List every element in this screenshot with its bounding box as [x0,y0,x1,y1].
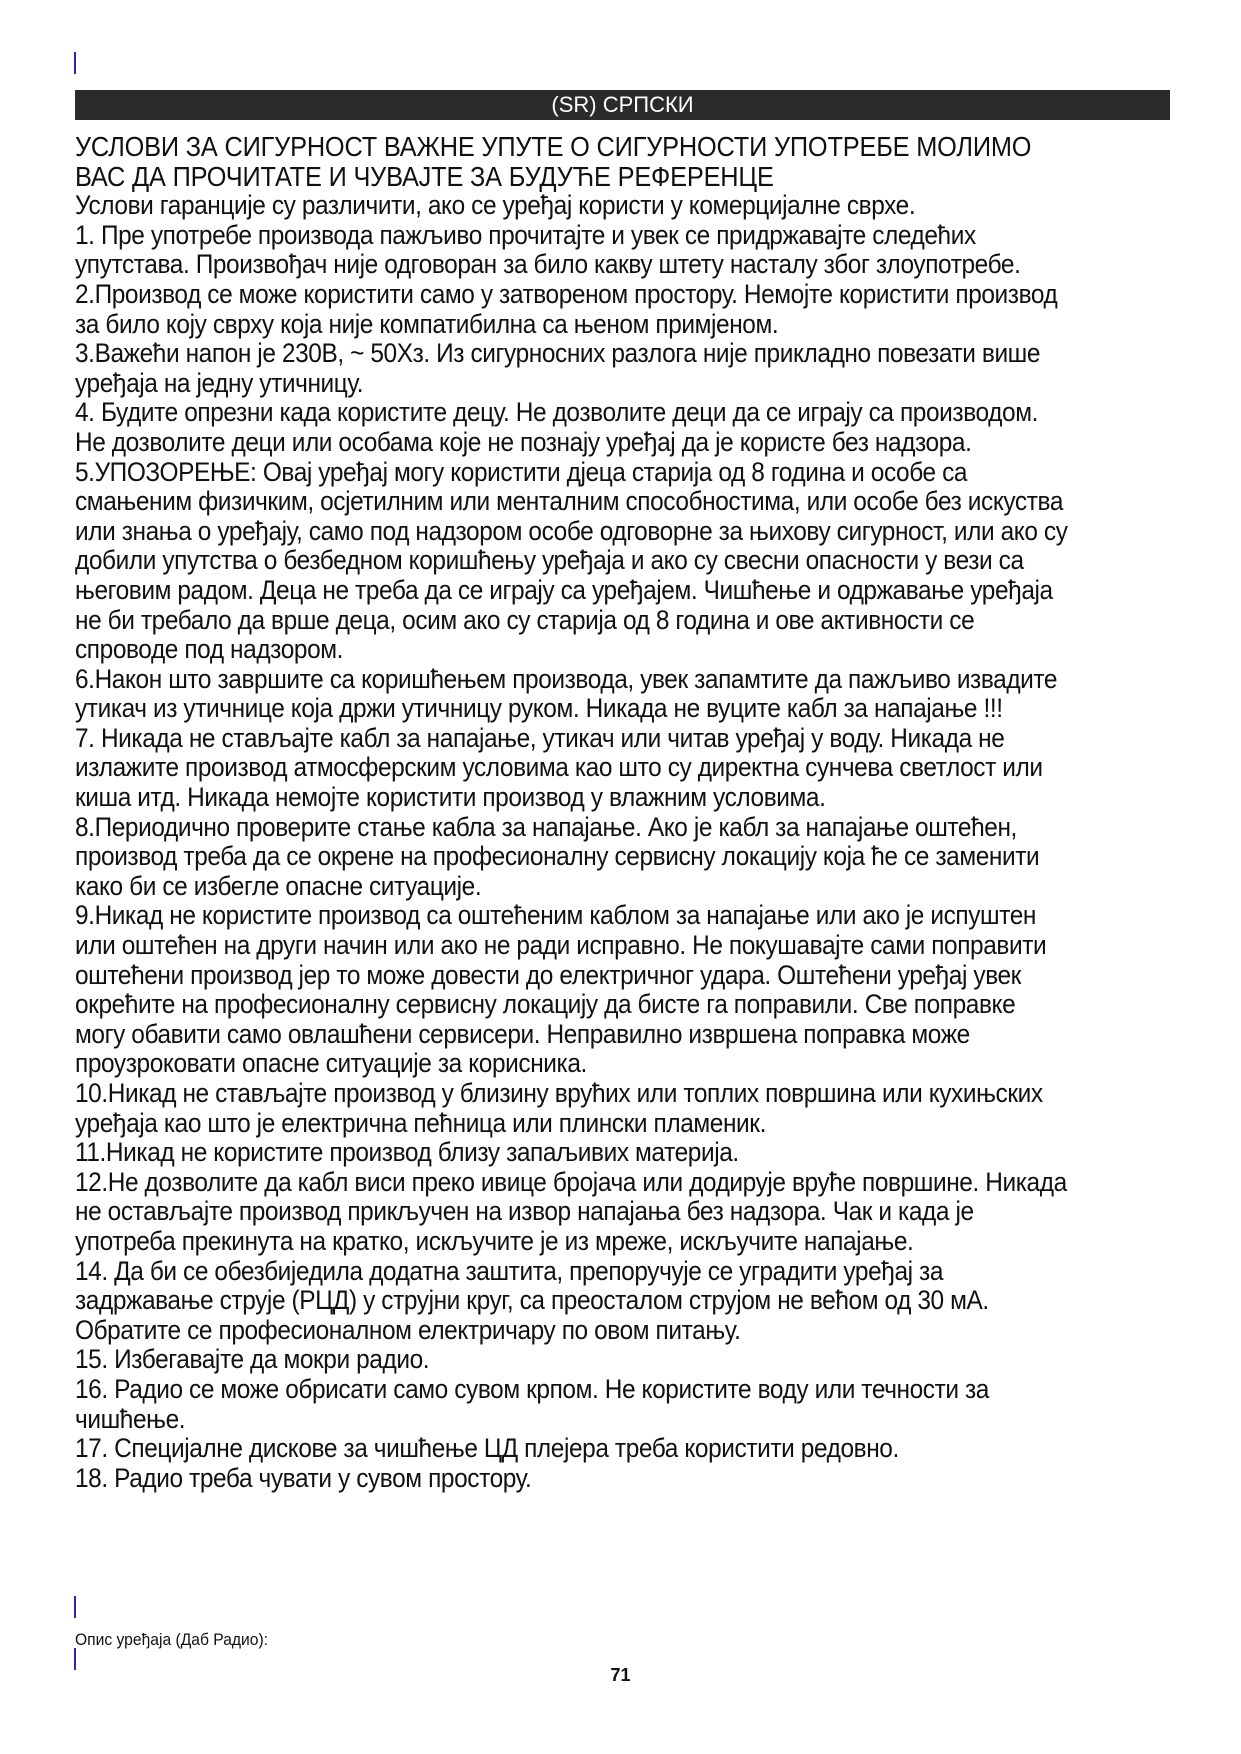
safety-item: 4. Будите опрезни када користите децу. Не дозволите деци да се играју са производом. Не дозволите деци или особама које не познају уређај да је користе без надзора. [75,397,1038,457]
safety-item: 18. Радио треба чувати у сувом простору. [75,1462,532,1493]
safety-text-body [75,132,1071,1493]
safety-item: 5.УПОЗОРЕЊЕ: Овај уређај могу користити дјеца старија од 8 година и особе са смањеним физичким, осјетилним или менталним способностима, или особе без искуства или знања о уређају, само под надзором особе одговорне за њихову сигурност, или ако су добили упутства о безбедном коришћењу уређаја и ако су свесни опасности у вези са његовим радом. Деца не треба да се играју са уређајем. Чишћење и одржавање уређаја не би требало да врше деца, осим ако су старија од 8 година и ове активности се спроводе под надзором. [75,456,1068,665]
safety-item: 15. Избегавајте да мокри радио. [75,1344,430,1375]
safety-item: 11.Никад не користите производ близу запаљивих материја. [75,1137,739,1168]
safety-item: 16. Радио се може обрисати само сувом крпом. Не користите воду или течности за чишћење. [75,1373,989,1434]
safety-item: 7. Никада не стављајте кабл за напајање, утикач или читав уређај у воду. Никада не излажите производ атмосферским условима као што су директна сунчева светлост или киша итд. Никада немојте користити производ у влажним условима. [75,722,1043,813]
warranty-intro: Услови гаранције су различити, ако се уређај користи у комерцијалне сврхе. [75,190,916,221]
safety-heading: УСЛОВИ ЗА СИГУРНОСТ ВАЖНЕ УПУТЕ О СИГУРНОСТИ УПОТРЕБЕ МОЛИМО ВАС ДА ПРОЧИТАТЕ И ЧУВАЈТЕ ЗА БУДУЋЕ РЕФЕРЕНЦЕ [75,131,1032,192]
safety-item: 14. Да би се обезбиједила додатна заштита, препоручује се уградити уређај за задржавање струје (РЦД) у струјни круг, са преосталом струјом не већом од 30 мА. Обратите се професионалном електричару по овом питању. [75,1255,989,1345]
safety-item: 3.Важећи напон је 230В, ~ 50Хз. Из сигурносних разлога није прикладно повезати више уређаја на једну утичницу. [75,338,1041,398]
margin-mark [74,52,76,74]
safety-item: 1. Пре употребе производа пажљиво прочитајте и увек се придржавајте следећих упутстава. Произвођач није одговоран за било какву штету насталу због злоупотребе. [75,219,1021,280]
page-number: 71 [610,1665,631,1685]
margin-mark [74,1596,76,1618]
safety-item: 12.Не дозволите да кабл виси преко ивице бројача или додирује вруће површине. Никада не остављајте производ прикључен на извор напајања без надзора. Чак и када је употреба прекинута на кратко, искључите је из мреже, искључите напајање. [75,1166,1067,1256]
safety-item: 8.Периодично проверите стање кабла за напајање. Ако је кабл за напајање оштећен, производ треба да се окрене на професионалну сервисну локацију која ће се заменити како би се избегле опасне ситуације. [75,811,1040,901]
safety-item: 17. Специјалне дискове за чишћење ЦД плејера треба користити редовно. [75,1433,899,1464]
safety-item: 9.Никад не користите производ са оштећеним каблом за напајање или ако је испуштен или оштећен на други начин или ако не ради исправно. Не покушавајте сами поправити оштећени производ јер то може довести до електричног удара. Оштећени уређај увек окрећите на професионалну сервисну локацију да бисте га поправили. Све поправке могу обавити само овлашћени сервисери. Неправилно извршена поправка може проузроковати опасне ситуације за корисника. [75,900,1047,1079]
device-description-label: Опис уређаја (Даб Радио): [75,1630,269,1649]
safety-item: 2.Производ се може користити само у затвореном простору. Немојте користити производ за било коју сврху која није компатибилна са њеном примјеном. [75,278,1058,339]
language-banner: (SR) СРПСКИ [75,90,1170,120]
safety-item: 10.Никад не стављајте производ у близину врућих или топлих површина или кухињских уређаја као што је електрична пећница или плински пламеник. [75,1078,1043,1138]
safety-item: 6.Након што завршите са коришћењем производа, увек запамтите да пажљиво извадите утикач из утичнице која држи утичницу руком. Никада не вуците кабл за напајање !!! [75,663,1058,724]
